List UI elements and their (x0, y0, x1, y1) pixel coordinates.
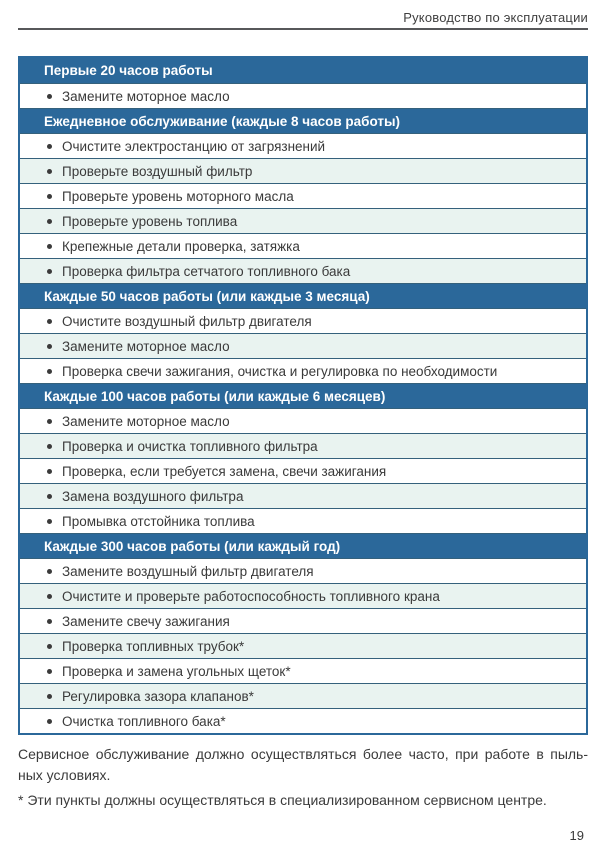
table-row (20, 133, 586, 158)
bullet-icon (47, 694, 52, 699)
bullet-icon (47, 269, 52, 274)
row-label: Проверьте воздушный фильтр (62, 163, 253, 179)
bullet-icon (47, 569, 52, 574)
section-header-row (20, 533, 586, 558)
bullet-icon (47, 419, 52, 424)
row-label: Проверка топливных трубок* (62, 638, 245, 654)
bullet-icon (47, 719, 52, 724)
table-row (20, 183, 586, 208)
table-row (20, 508, 586, 533)
table-row (20, 683, 586, 708)
bullet-icon (47, 244, 52, 249)
table-row (20, 483, 586, 508)
bullet-icon (47, 319, 52, 324)
table-row (20, 158, 586, 183)
service-note-line1: Сервисное обслуживание должно осуществляться более часто, при работе в пыль- (18, 746, 588, 762)
table-row (20, 583, 586, 608)
row-label: Замените свечу зажигания (62, 613, 230, 629)
bullet-icon (47, 619, 52, 624)
row-label: Проверка, если требуется замена, свечи зажигания (62, 463, 387, 479)
row-label: Крепежные детали проверка, затяжка (62, 238, 300, 254)
row-label: Замените воздушный фильтр двигателя (62, 563, 314, 579)
bullet-icon (47, 219, 52, 224)
row-label: Замените моторное масло (62, 88, 230, 104)
bullet-icon (47, 144, 52, 149)
row-label: Регулировка зазора клапанов* (62, 688, 254, 704)
table-row (20, 358, 586, 383)
row-label: Проверьте уровень топлива (62, 213, 238, 229)
section-header-row (20, 108, 586, 133)
bullet-icon (47, 369, 52, 374)
row-label: Проверка фильтра сетчатого топливного бака (62, 263, 351, 279)
page-header (18, 8, 588, 30)
header-rule (18, 28, 588, 30)
service-note (18, 744, 588, 786)
bullet-icon (47, 669, 52, 674)
maintenance-schedule-table (18, 56, 588, 735)
bullet-icon (47, 344, 52, 349)
table-row (20, 408, 586, 433)
table-row (20, 433, 586, 458)
section-header-label: Первые 20 часов работы (44, 63, 213, 78)
row-label: Проверка свечи зажигания, очистка и регулировка по необходимости (62, 363, 498, 379)
section-header-row (20, 58, 586, 83)
bullet-icon (47, 194, 52, 199)
row-label: Замените моторное масло (62, 338, 230, 354)
section-header-label: Ежедневное обслуживание (каждые 8 часов работы) (44, 113, 401, 129)
table-row (20, 633, 586, 658)
bullet-icon (47, 94, 52, 99)
service-note-line2: ных условиях. (18, 767, 111, 783)
section-header-row (20, 383, 586, 408)
section-header-label: Каждые 300 часов работы (или каждый год) (44, 538, 341, 554)
running-header-title: Руководство по эксплуатации (403, 10, 588, 25)
table-row (20, 233, 586, 258)
bullet-icon (47, 494, 52, 499)
table-row (20, 458, 586, 483)
bullet-icon (47, 644, 52, 649)
table-row (20, 308, 586, 333)
page-number: 19 (569, 828, 584, 843)
section-header-label: Каждые 100 часов работы (или каждые 6 месяцев) (44, 388, 386, 404)
row-label: Очистите электростанцию от загрязнений (62, 138, 326, 154)
table-row (20, 558, 586, 583)
row-label: Проверка и замена угольных щеток* (62, 663, 291, 679)
table-row (20, 708, 586, 733)
table-row (20, 333, 586, 358)
table-row (20, 83, 586, 108)
table-row (20, 658, 586, 683)
bullet-icon (47, 169, 52, 174)
row-label: Проверьте уровень моторного масла (62, 188, 294, 204)
table-row (20, 608, 586, 633)
row-label: Промывка отстойника топлива (62, 513, 255, 529)
row-label: Очистите воздушный фильтр двигателя (62, 313, 312, 329)
bullet-icon (47, 594, 52, 599)
star-note: * Эти пункты должны осуществляться в специализированном сервисном центре. (18, 792, 547, 808)
row-label: Проверка и очистка топливного фильтра (62, 438, 318, 454)
row-label: Замените моторное масло (62, 413, 230, 429)
table-row (20, 258, 586, 283)
row-label: Очистка топливного бака* (62, 713, 226, 729)
bullet-icon (47, 444, 52, 449)
bullet-icon (47, 469, 52, 474)
section-header-label: Каждые 50 часов работы (или каждые 3 месяца) (44, 288, 370, 304)
bullet-icon (47, 519, 52, 524)
row-label: Замена воздушного фильтра (62, 488, 244, 504)
row-label: Очистите и проверьте работоспособность топливного крана (62, 588, 440, 604)
section-header-row (20, 283, 586, 308)
table-row (20, 208, 586, 233)
